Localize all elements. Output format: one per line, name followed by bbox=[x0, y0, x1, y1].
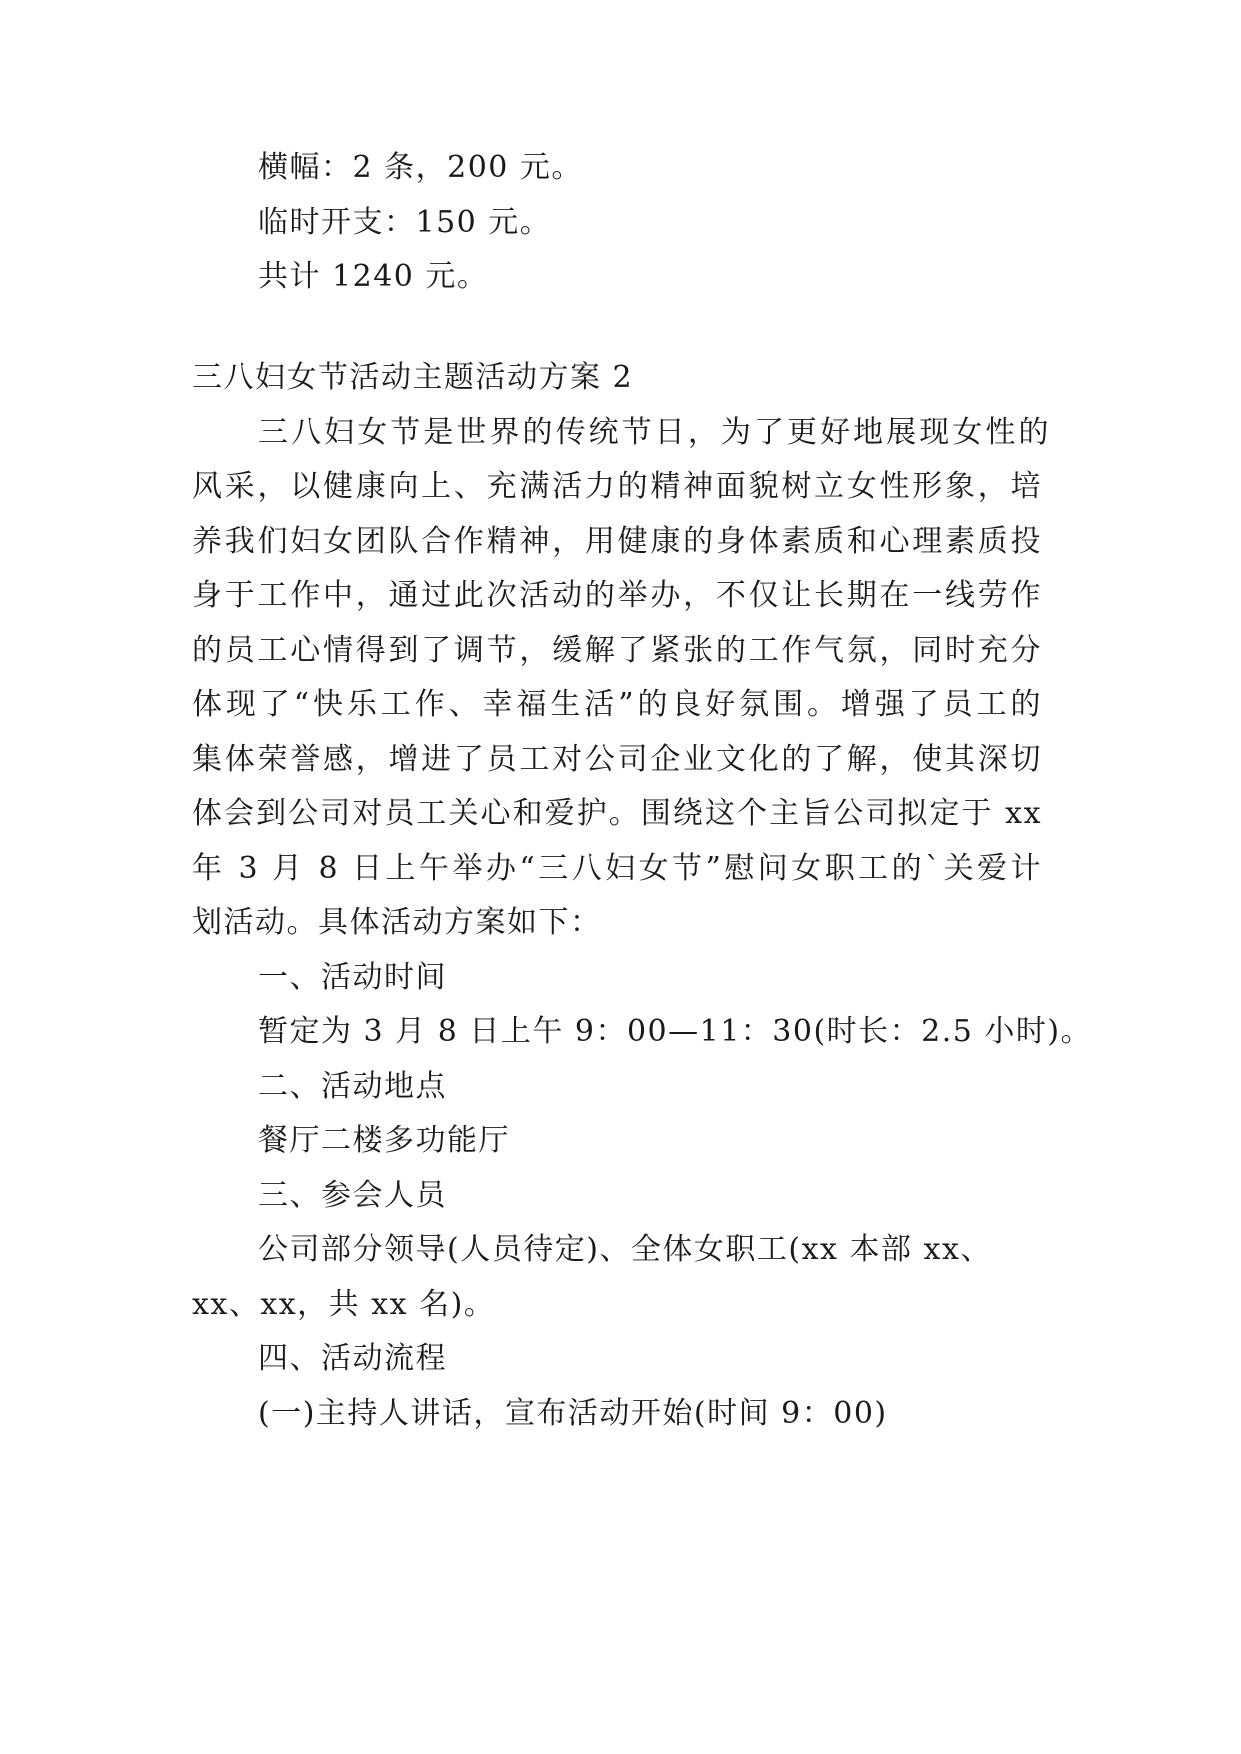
budget-item-misc: 临时开支：150 元。 bbox=[258, 205, 552, 240]
heading-activity-place: 二、活动地点 bbox=[258, 1069, 447, 1104]
activity-time-value: 暂定为 3 月 8 日上午 9：00—11：30(时长：2.5 小时)。 bbox=[258, 1014, 1093, 1049]
paragraph-line: 三八妇女节是世界的传统节日，为了更好地展现女性的 bbox=[258, 415, 1050, 450]
heading-attendees: 三、参会人员 bbox=[258, 1178, 447, 1213]
process-item-1: (一)主持人讲话，宣布活动开始(时间 9：00) bbox=[258, 1396, 888, 1431]
paragraph-line: 体会到公司对员工关心和爱护。围绕这个主旨公司拟定于 xx bbox=[192, 796, 1042, 831]
attendees-value-line1: 公司部分领导(人员待定)、全体女职工(xx 本部 xx、 bbox=[258, 1232, 992, 1267]
paragraph-line: 的员工心情得到了调节，缓解了紧张的工作气氛，同时充分 bbox=[192, 633, 1042, 668]
budget-item-total: 共计 1240 元。 bbox=[258, 259, 489, 294]
paragraph-line: 年 3 月 8 日上午举办“三八妇女节”慰问女职工的`关爱计 bbox=[192, 851, 1042, 886]
paragraph-line: 养我们妇女团队合作精神，用健康的身体素质和心理素质投 bbox=[192, 524, 1042, 559]
budget-item-banner: 横幅：2 条，200 元。 bbox=[258, 150, 583, 185]
heading-process: 四、活动流程 bbox=[258, 1341, 447, 1376]
activity-place-value: 餐厅二楼多功能厅 bbox=[258, 1123, 510, 1158]
attendees-value-line2: xx、xx，共 xx 名)。 bbox=[192, 1287, 496, 1322]
paragraph-line: 集体荣誉感，增进了员工对公司企业文化的了解，使其深切 bbox=[192, 742, 1042, 777]
paragraph-line: 身于工作中，通过此次活动的举办，不仅让长期在一线劳作 bbox=[192, 578, 1042, 613]
paragraph-line: 划活动。具体活动方案如下： bbox=[192, 905, 602, 940]
heading-activity-time: 一、活动时间 bbox=[258, 960, 447, 995]
paragraph-line: 风采，以健康向上、充满活力的精神面貌树立女性形象，培 bbox=[192, 469, 1042, 504]
paragraph-line: 体现了“快乐工作、幸福生活”的良好氛围。增强了员工的 bbox=[192, 687, 1042, 722]
section-title: 三八妇女节活动主题活动方案 2 bbox=[192, 360, 634, 395]
